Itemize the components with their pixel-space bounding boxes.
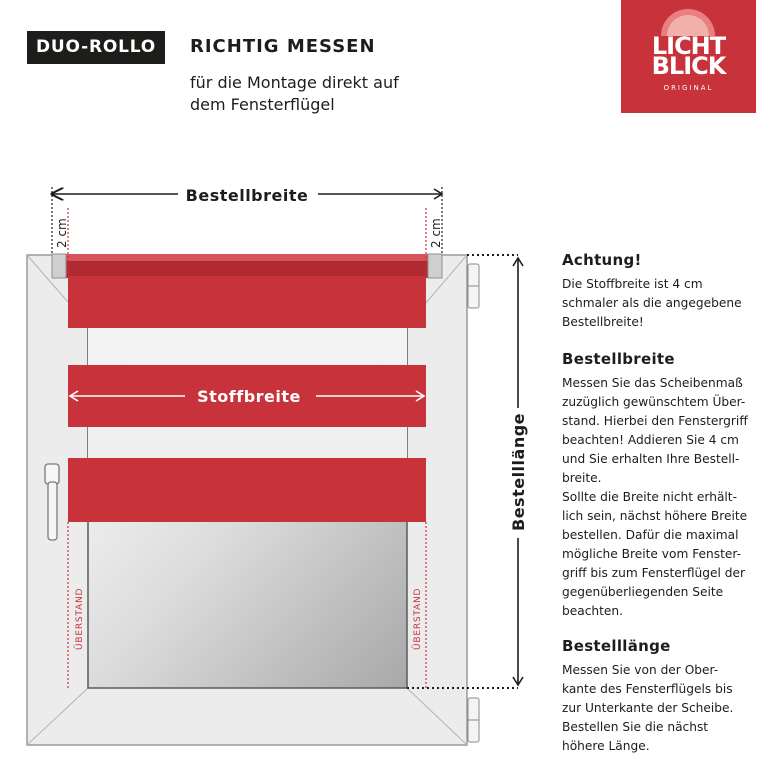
order-length-section [562, 637, 772, 756]
overhang-left-label: ÜBERSTAND [75, 587, 85, 650]
margin-left-label: 2 cm [55, 218, 69, 248]
roller-tube [52, 254, 442, 278]
attention-text: Die Stoffbreite ist 4 cm schmaler als die angegebene Bestellbreite! [562, 277, 742, 329]
hinge-bottom-icon [468, 698, 479, 742]
fabric-band-3 [68, 458, 426, 522]
order-width-label: Bestellbreite [185, 186, 309, 205]
order-length-label: Bestelllänge [509, 412, 528, 532]
logo-word-blick: BLICK [651, 52, 726, 80]
order-width-text: Messen Sie das Scheibenmaß zuzüglich gewünschtem Über- stand. Hierbei den Fenstergriff beachten! Addieren Sie 4 cm und Sie erhalten Ihre Bestell- breite. Sollte die Breite nicht erhält- lich sein, nächst höhere Breite bestellen. Dafür die maximal mögliche Breite vom Fenster- griff bis zum Fensterflügel der gegenüberliegenden Seite beachten. [562, 376, 748, 618]
attention-section [562, 251, 772, 332]
margin-right-label: 2 cm [429, 218, 443, 248]
order-length-text: Messen Sie von der Ober- kante des Fensterflügels bis zur Unterkante der Scheibe. Bestellen Sie die nächst höhere Länge. [562, 663, 734, 753]
order-length-title: Bestelllänge [562, 637, 671, 655]
fabric-width-label: Stoffbreite [197, 387, 301, 406]
order-width-title: Bestellbreite [562, 350, 675, 368]
overhang-right-label: ÜBERSTAND [413, 587, 423, 650]
page-title: RICHTIG MESSEN [190, 36, 376, 57]
logo-original: ORIGINAL [663, 84, 714, 92]
logo-word-licht: LICHT [651, 32, 726, 60]
fabric-band-1 [68, 276, 426, 328]
product-badge: DUO-ROLLO [27, 31, 165, 64]
attention-title: Achtung! [562, 251, 642, 269]
hinge-top-icon [468, 264, 479, 308]
order-width-section [562, 350, 772, 621]
subtitle-line-2: dem Fensterflügel [190, 95, 335, 114]
subtitle-line-1: für die Montage direkt auf [190, 73, 399, 92]
